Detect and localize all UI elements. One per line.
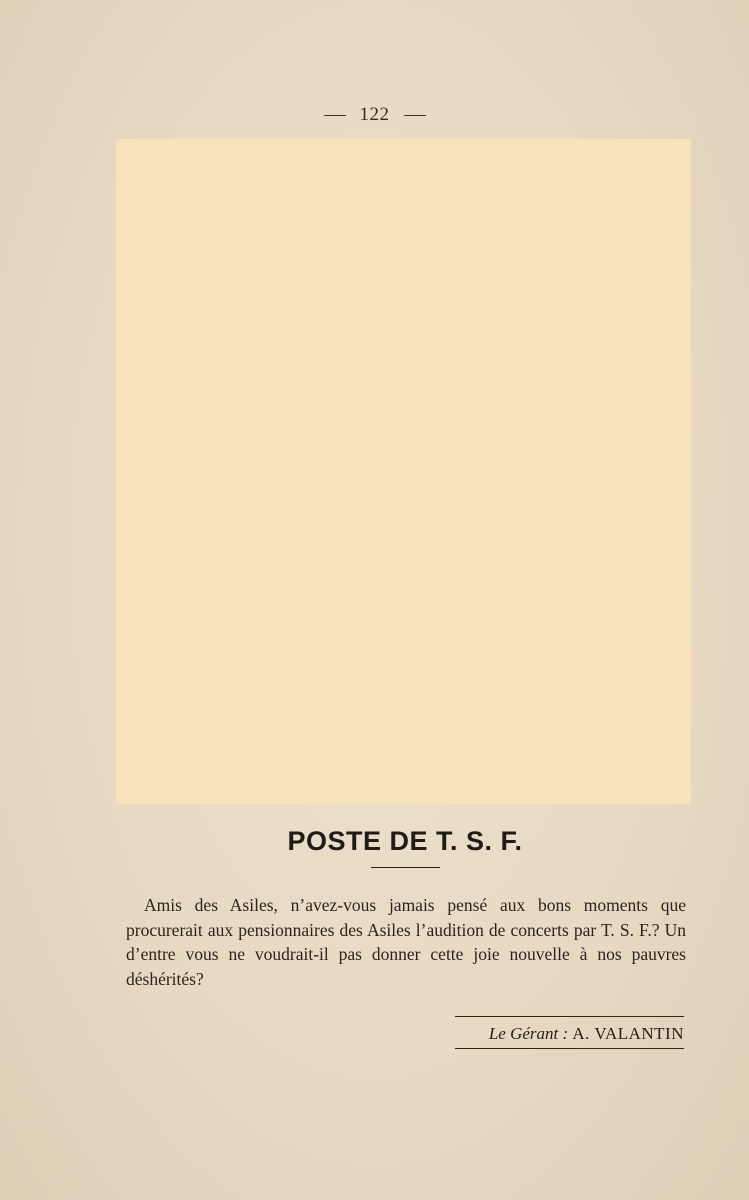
illustration-area bbox=[116, 139, 691, 804]
section-heading: POSTE DE T. S. F. bbox=[287, 826, 523, 856]
heading-rule bbox=[371, 867, 440, 868]
body-paragraph: Amis des Asiles, n’avez-vous jamais pensé aux bons moments que procurerait aux pensionnaires des Asiles l’audition de concerts par T. S. F.? Un d’entre vous ne voudrait-il pas donner cette joie nouvelle à nos pauvres déshérités? bbox=[126, 895, 686, 989]
signature bbox=[455, 1024, 684, 1044]
page-number-dash-right bbox=[404, 115, 426, 116]
signature-rule-top bbox=[455, 1016, 684, 1017]
page-number: 122 bbox=[359, 104, 390, 125]
page-number-dash-left bbox=[324, 115, 346, 116]
signature-role: Le Gérant : bbox=[488, 1024, 569, 1043]
body-text bbox=[126, 893, 686, 991]
page-number-line bbox=[0, 104, 749, 126]
signature-name: A. VALANTIN bbox=[572, 1024, 684, 1043]
signature-rule-bottom bbox=[455, 1048, 684, 1049]
